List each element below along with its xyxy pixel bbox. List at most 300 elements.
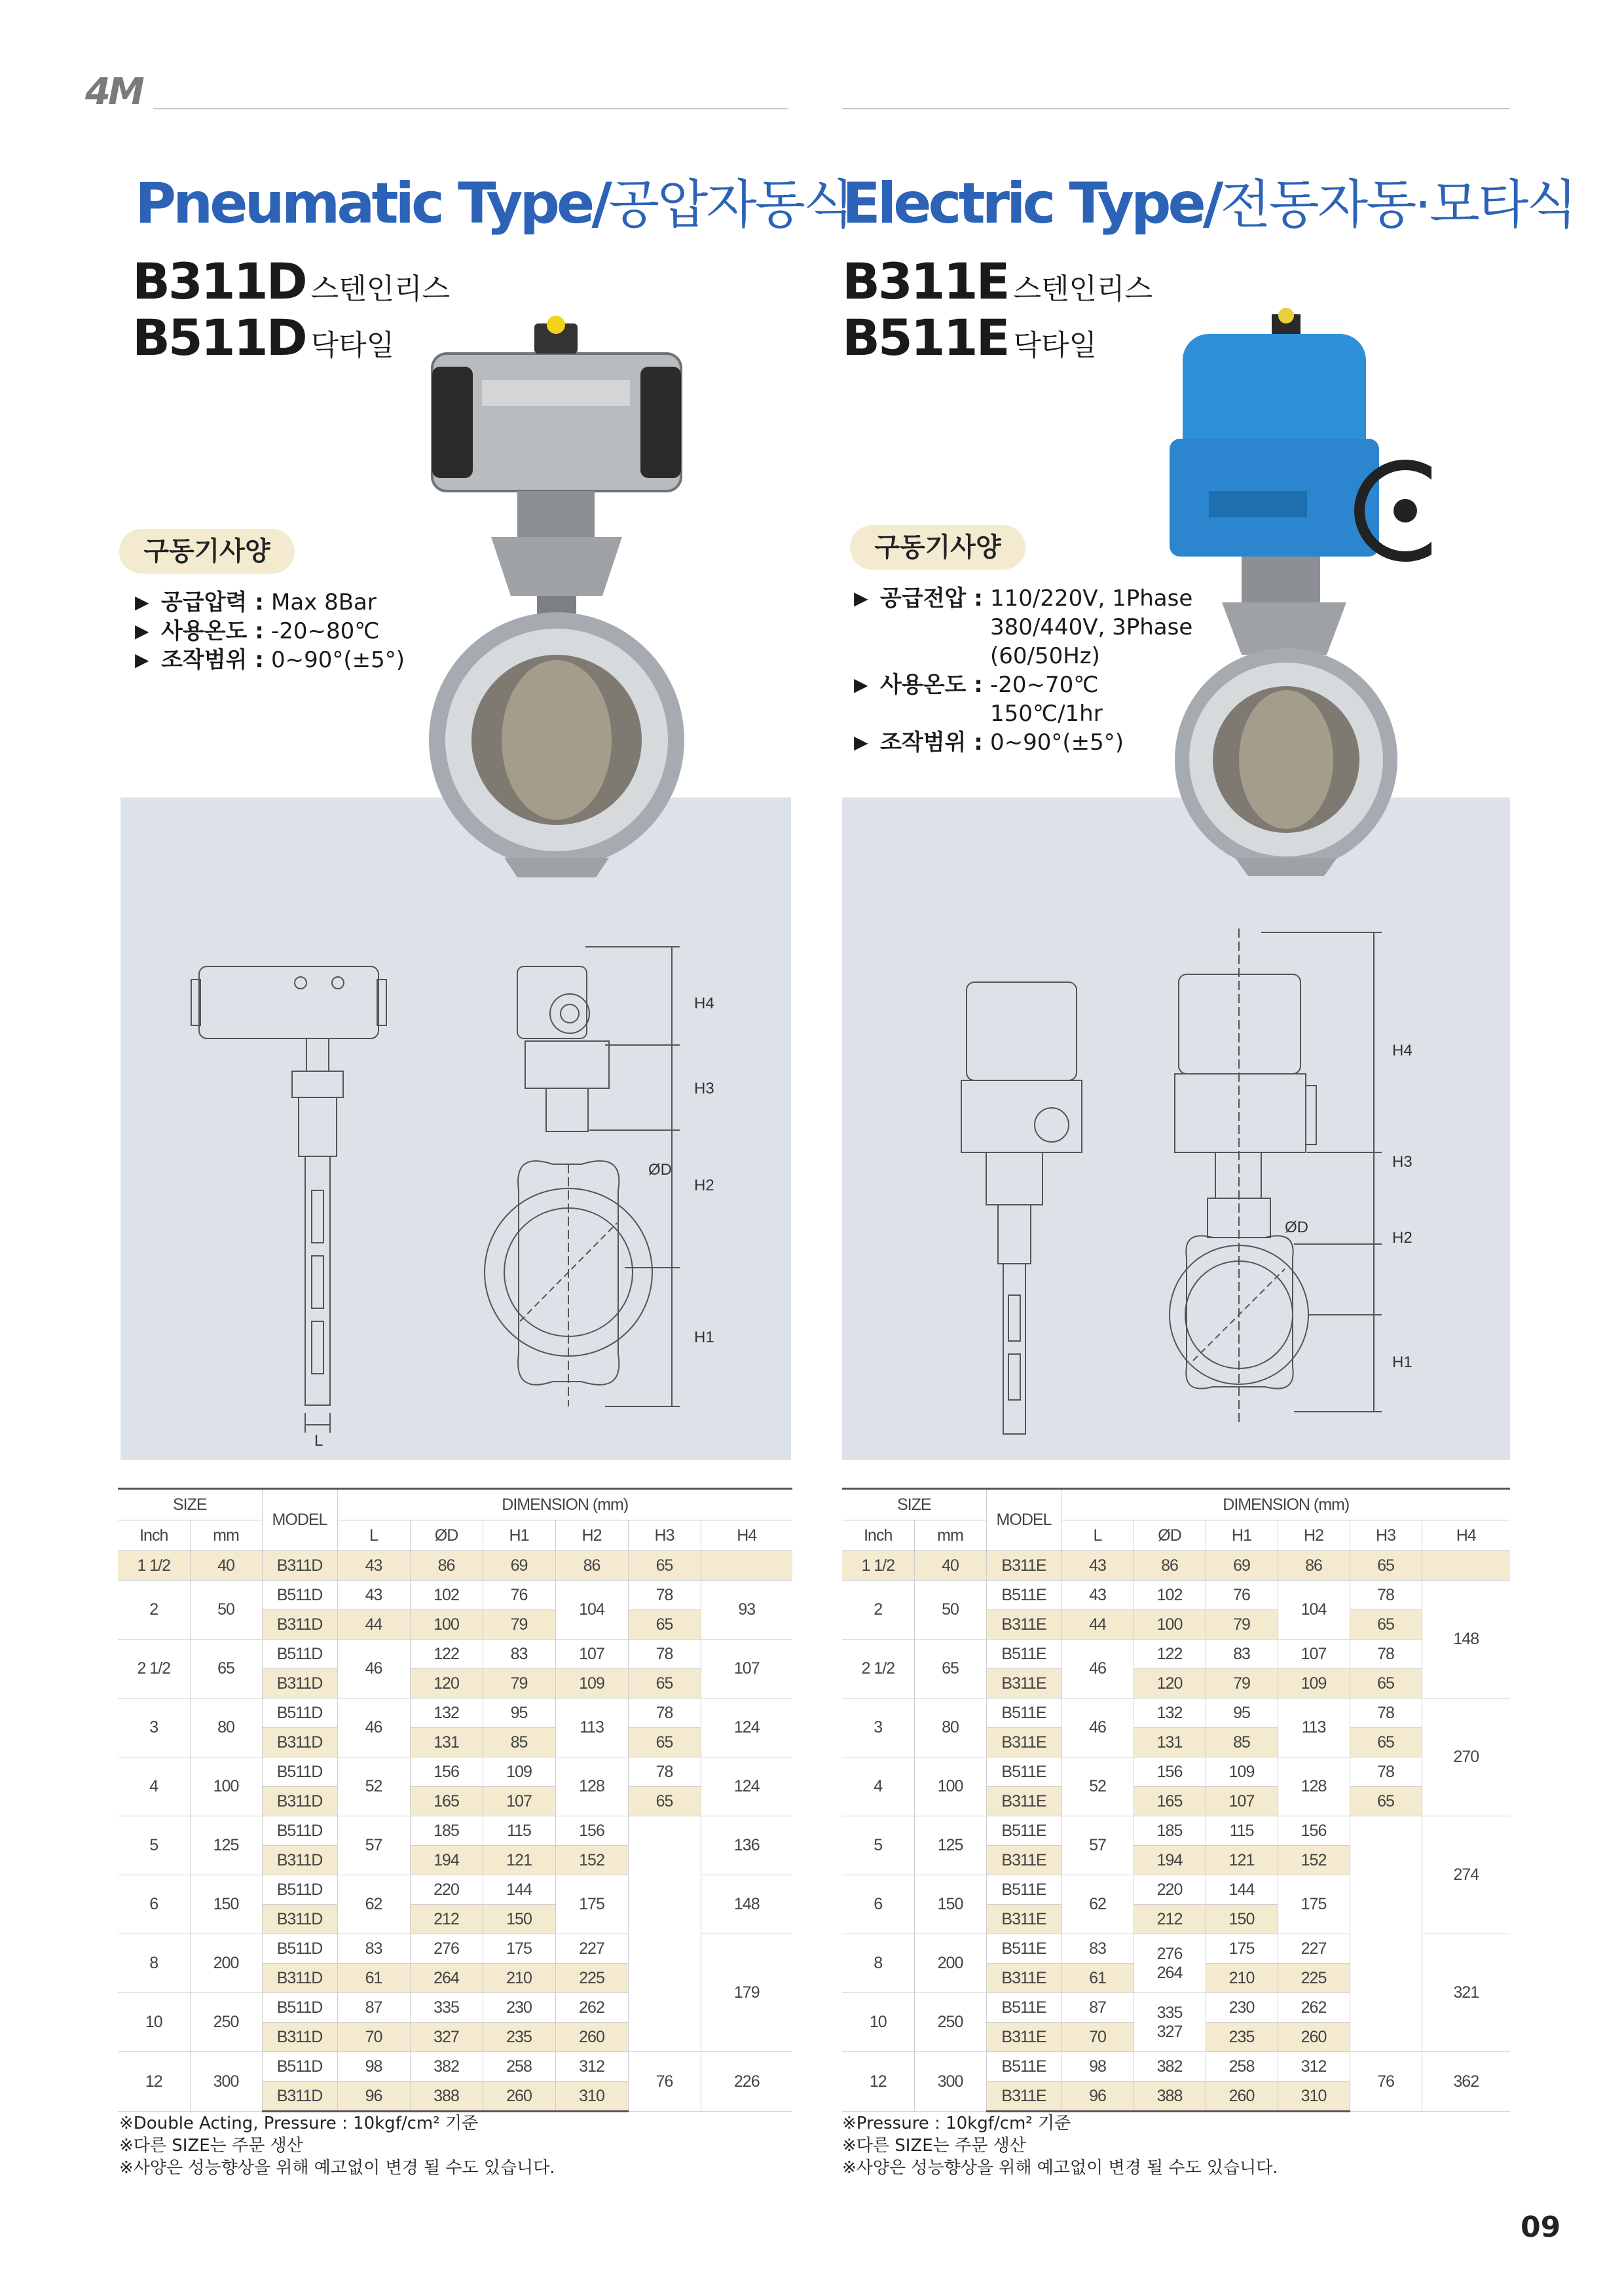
table-cell: 76: [1206, 1581, 1278, 1610]
table-cell: B311D: [262, 2082, 337, 2112]
table-cell: 120: [1134, 1669, 1206, 1698]
label-od: ØD: [648, 1161, 672, 1179]
electric-title-en: Electric Type/: [842, 171, 1221, 236]
table-cell: 61: [1061, 1964, 1134, 1993]
pneumatic-title-kr: 공압자동식: [608, 174, 853, 235]
header-h3: H3: [1350, 1520, 1422, 1551]
table-cell: 230: [483, 1993, 555, 2023]
header-dimension: DIMENSION (mm): [337, 1489, 792, 1520]
table-cell: B311E: [986, 1787, 1061, 1816]
electric-valve-photo: [1156, 301, 1431, 877]
table-cell: 100: [914, 1757, 986, 1816]
table-cell: 83: [1061, 1934, 1134, 1964]
pneumatic-notes: [119, 2112, 555, 2179]
table-cell: 258: [1206, 2052, 1278, 2082]
table-row: [118, 1551, 792, 1581]
electric-diagram-panel: [842, 798, 1510, 1460]
table-cell: 230: [1206, 1993, 1278, 2023]
model-b311e: [842, 252, 1153, 310]
table-cell: 113: [555, 1698, 628, 1757]
table-cell: 102: [410, 1581, 483, 1610]
table-cell: 46: [337, 1698, 410, 1757]
table-cell: 210: [1206, 1964, 1278, 1993]
table-cell: 175: [1206, 1934, 1278, 1964]
table-cell: 44: [1061, 1610, 1134, 1640]
spec-value: -20~70℃ 150℃/1hr: [990, 672, 1103, 727]
note-line: ※사양은 성능향상을 위해 예고없이 변경 될 수도 있습니다.: [119, 2158, 555, 2178]
pneumatic-table-body: [118, 1551, 792, 2112]
table-cell: 175: [483, 1934, 555, 1964]
model-b311d: [132, 252, 451, 310]
table-cell: 212: [410, 1905, 483, 1934]
table-cell: 8: [842, 1934, 914, 1993]
table-cell: 107: [555, 1640, 628, 1669]
table-cell: 96: [1061, 2082, 1134, 2112]
header-h2: H2: [1278, 1520, 1350, 1551]
table-cell: 10: [842, 1993, 914, 2052]
table-cell: 109: [1278, 1669, 1350, 1698]
table-cell: 86: [555, 1551, 628, 1581]
electric-title-kr: 전동자동·모타식: [1220, 174, 1576, 235]
label-h1: H1: [694, 1329, 714, 1346]
spec-value: Max 8Bar: [271, 589, 377, 615]
table-cell: 10: [118, 1993, 190, 2052]
label-h4: H4: [694, 995, 714, 1012]
header-h3: H3: [628, 1520, 701, 1551]
spec-value: 0~90°(±5°): [271, 647, 405, 673]
spec-value: -20~80℃: [271, 618, 380, 644]
table-cell: 156: [410, 1757, 483, 1787]
table-cell: 12: [118, 2052, 190, 2112]
table-cell: 200: [190, 1934, 262, 1993]
table-cell: 150: [483, 1905, 555, 1934]
table-cell: 52: [337, 1757, 410, 1816]
table-cell: 104: [1278, 1581, 1350, 1640]
table-cell: 300: [190, 2052, 262, 2112]
table-cell: 65: [914, 1640, 986, 1698]
label-l: L: [314, 1432, 323, 1450]
table-cell: 212: [1134, 1905, 1206, 1934]
spec-row: [135, 617, 405, 646]
table-cell: 50: [914, 1581, 986, 1640]
table-cell: 125: [190, 1816, 262, 1875]
table-cell: 250: [914, 1993, 986, 2052]
table-cell: 79: [1206, 1610, 1278, 1640]
header-model: MODEL: [262, 1489, 337, 1551]
label-od: ØD: [1285, 1219, 1308, 1236]
table-cell: 124: [701, 1698, 792, 1757]
table-row: [842, 1816, 1510, 1846]
table-cell: 104: [555, 1581, 628, 1640]
table-cell: 200: [914, 1934, 986, 1993]
table-row: [118, 2052, 792, 2082]
table-cell: B511D: [262, 1934, 337, 1964]
table-cell: 165: [410, 1787, 483, 1816]
table-cell: 260: [555, 2023, 628, 2052]
spec-row: [854, 584, 1192, 670]
table-cell: 69: [483, 1551, 555, 1581]
table-cell: 150: [1206, 1905, 1278, 1934]
table-cell: 52: [1061, 1757, 1134, 1816]
table-cell: 132: [1134, 1698, 1206, 1728]
table-cell: 62: [337, 1875, 410, 1934]
label-h2: H2: [1392, 1229, 1412, 1247]
table-cell: 98: [337, 2052, 410, 2082]
table-cell: B311D: [262, 1787, 337, 1816]
table-cell: 107: [1206, 1787, 1278, 1816]
table-row: [842, 1551, 1510, 1581]
table-cell: 80: [914, 1698, 986, 1757]
table-cell: 388: [1134, 2082, 1206, 2112]
table-cell: 86: [1278, 1551, 1350, 1581]
table-cell: 93: [701, 1581, 792, 1640]
table-cell: 250: [190, 1993, 262, 2052]
table-cell: 43: [1061, 1581, 1134, 1610]
table-cell: 312: [1278, 2052, 1350, 2082]
table-cell: B311E: [986, 1669, 1061, 1698]
table-cell: 4: [842, 1757, 914, 1816]
table-cell: 128: [555, 1757, 628, 1816]
table-cell: 152: [1278, 1846, 1350, 1875]
table-cell: 156: [555, 1816, 628, 1846]
table-cell: 83: [483, 1640, 555, 1669]
table-cell: [1422, 1551, 1510, 1581]
spec-row: [854, 670, 1192, 728]
table-cell: B511E: [986, 2052, 1061, 2082]
table-cell: 6: [842, 1875, 914, 1934]
table-cell: B311D: [262, 2023, 337, 2052]
table-cell: 120: [410, 1669, 483, 1698]
table-cell: 121: [483, 1846, 555, 1875]
table-cell: B511D: [262, 1993, 337, 2023]
table-cell: 327: [410, 2023, 483, 2052]
table-cell: 80: [190, 1698, 262, 1757]
note-line: ※다른 SIZE는 주문 생산: [842, 2136, 1026, 2156]
table-cell: 95: [483, 1698, 555, 1728]
table-cell: 57: [337, 1816, 410, 1875]
table-cell: 6: [118, 1875, 190, 1934]
table-cell: 70: [337, 2023, 410, 2052]
table-cell: 185: [410, 1816, 483, 1846]
table-cell: 86: [1134, 1551, 1206, 1581]
table-cell: 87: [337, 1993, 410, 2023]
model-material: 스텐인리스: [310, 272, 451, 306]
table-cell: 156: [1134, 1757, 1206, 1787]
note-line: ※사양은 성능향상을 위해 예고없이 변경 될 수도 있습니다.: [842, 2158, 1278, 2178]
header-inch: Inch: [842, 1520, 914, 1551]
table-cell: 79: [483, 1610, 555, 1640]
table-cell: B311E: [986, 1610, 1061, 1640]
table-cell: 78: [1350, 1640, 1422, 1669]
header-h4: H4: [1422, 1520, 1510, 1551]
table-cell: 122: [410, 1640, 483, 1669]
table-cell: 78: [628, 1581, 701, 1610]
table-cell: 78: [628, 1757, 701, 1787]
arrow-right-icon: ▶: [135, 649, 149, 670]
table-cell: B511D: [262, 1698, 337, 1728]
table-cell: 70: [1061, 2023, 1134, 2052]
table-cell: 115: [483, 1816, 555, 1846]
table-cell: 226: [701, 2052, 792, 2112]
table-cell: 1 1/2: [842, 1551, 914, 1581]
table-cell: 65: [1350, 1728, 1422, 1757]
table-cell: 43: [1061, 1551, 1134, 1581]
spec-row: [135, 646, 405, 674]
table-cell: 235: [1206, 2023, 1278, 2052]
table-cell: 65: [1350, 1787, 1422, 1816]
spec-label: 사용온도 :: [880, 672, 983, 698]
header-mm: mm: [914, 1520, 986, 1551]
table-cell: 227: [1278, 1934, 1350, 1964]
table-cell: 335 327: [1134, 1993, 1206, 2052]
model-material: 닥타일: [1013, 329, 1098, 362]
table-cell: 300: [914, 2052, 986, 2112]
table-cell: 210: [483, 1964, 555, 1993]
label-h3: H3: [1392, 1153, 1412, 1171]
table-cell: 264: [410, 1964, 483, 1993]
table-cell: B311D: [262, 1964, 337, 1993]
table-cell: 65: [1350, 1669, 1422, 1698]
table-cell: B511E: [986, 1757, 1061, 1787]
header-dimension: DIMENSION (mm): [1061, 1489, 1510, 1520]
table-cell: 115: [1206, 1816, 1278, 1846]
brand-logo: 4M: [85, 71, 142, 113]
table-cell: 46: [1061, 1698, 1134, 1757]
table-cell: 274: [1422, 1816, 1510, 1934]
pneumatic-spec-heading: 구동기사양: [119, 529, 295, 574]
model-code: B511E: [842, 308, 1008, 367]
table-cell: 258: [483, 2052, 555, 2082]
table-cell: 321: [1422, 1934, 1510, 2052]
table-cell: 78: [628, 1698, 701, 1728]
table-cell: B311E: [986, 1728, 1061, 1757]
model-b511d: [132, 308, 395, 367]
table-cell: 113: [1278, 1698, 1350, 1757]
table-cell: 50: [190, 1581, 262, 1640]
electric-spec-heading: 구동기사양: [850, 525, 1025, 570]
table-cell: 156: [1278, 1816, 1350, 1846]
table-cell: B511D: [262, 1816, 337, 1846]
spec-row: [854, 728, 1192, 757]
electric-spec-list: [854, 584, 1192, 757]
spec-row: [135, 588, 405, 617]
spec-label: 조작범위 :: [880, 729, 983, 756]
table-cell: B511D: [262, 1757, 337, 1787]
table-cell: 382: [410, 2052, 483, 2082]
table-cell: 388: [410, 2082, 483, 2112]
table-cell: 260: [483, 2082, 555, 2112]
table-cell: 2: [118, 1581, 190, 1640]
table-cell: 124: [701, 1757, 792, 1816]
table-cell: B311D: [262, 1669, 337, 1698]
table-row: [118, 1640, 792, 1669]
table-cell: 131: [410, 1728, 483, 1757]
pneumatic-title: [135, 171, 853, 236]
table-cell: 310: [555, 2082, 628, 2112]
header-l: L: [337, 1520, 410, 1551]
table-cell: 148: [701, 1875, 792, 1934]
label-h1: H1: [1392, 1353, 1412, 1371]
table-row: [118, 1757, 792, 1787]
table-cell: 100: [190, 1757, 262, 1816]
electric-drawing: [842, 798, 1510, 1460]
table-cell: B511E: [986, 1640, 1061, 1669]
table-cell: 65: [1350, 1551, 1422, 1581]
spec-label: 조작범위 :: [161, 647, 264, 673]
table-cell: 270: [1422, 1698, 1510, 1816]
table-cell: 78: [1350, 1698, 1422, 1728]
pneumatic-dimension-table: [118, 1488, 792, 2112]
table-cell: 96: [337, 2082, 410, 2112]
table-cell: 79: [483, 1669, 555, 1698]
pneumatic-diagram-panel: [120, 798, 791, 1460]
table-cell: 312: [555, 2052, 628, 2082]
spec-value: 0~90°(±5°): [990, 729, 1124, 756]
table-cell: 362: [1422, 2052, 1510, 2112]
table-cell: 44: [337, 1610, 410, 1640]
table-cell: 76: [1350, 2052, 1422, 2112]
table-cell: 136: [701, 1816, 792, 1875]
electric-column: [842, 0, 1576, 2295]
table-cell: 276: [410, 1934, 483, 1964]
table-cell: 76: [628, 2052, 701, 2112]
model-code: B511D: [132, 308, 306, 367]
note-line: ※Double Acting, Pressure : 10kgf/cm² 기준: [119, 2114, 479, 2133]
table-cell: 132: [410, 1698, 483, 1728]
table-cell: B511E: [986, 1698, 1061, 1728]
table-cell: 165: [1134, 1787, 1206, 1816]
electric-title: [842, 171, 1576, 236]
table-cell: B511E: [986, 1934, 1061, 1964]
table-row: [842, 1581, 1510, 1610]
table-cell: 65: [628, 1728, 701, 1757]
table-cell: B311E: [986, 1964, 1061, 1993]
table-cell: 69: [1206, 1551, 1278, 1581]
label-h2: H2: [694, 1177, 714, 1194]
table-cell: 65: [628, 1551, 701, 1581]
table-cell: 144: [1206, 1875, 1278, 1905]
table-cell: 100: [410, 1610, 483, 1640]
pneumatic-valve-photo: [419, 308, 701, 877]
table-cell: 98: [1061, 2052, 1134, 2082]
table-cell: 78: [628, 1640, 701, 1669]
table-cell: 260: [1278, 2023, 1350, 2052]
table-cell: 125: [914, 1816, 986, 1875]
table-cell: 185: [1134, 1816, 1206, 1846]
table-cell: 62: [1061, 1875, 1134, 1934]
header-size: SIZE: [842, 1489, 986, 1520]
table-cell: 87: [1061, 1993, 1134, 2023]
pneumatic-drawing: [120, 798, 791, 1460]
table-cell: B311E: [986, 2082, 1061, 2112]
spec-value: 110/220V, 1Phase 380/440V, 3Phase (60/50Hz): [990, 585, 1193, 669]
table-cell: B311E: [986, 1551, 1061, 1581]
table-cell: 95: [1206, 1698, 1278, 1728]
table-cell: 121: [1206, 1846, 1278, 1875]
table-cell: B311D: [262, 1846, 337, 1875]
table-cell: 65: [628, 1787, 701, 1816]
header-h4: H4: [701, 1520, 792, 1551]
table-cell: 227: [555, 1934, 628, 1964]
table-cell: 194: [410, 1846, 483, 1875]
note-line: ※다른 SIZE는 주문 생산: [119, 2136, 303, 2156]
table-cell: B311E: [986, 1905, 1061, 1934]
table-cell: 107: [701, 1640, 792, 1698]
electric-dimension-table: [842, 1488, 1510, 2112]
table-row: [842, 1640, 1510, 1669]
note-line: ※Pressure : 10kgf/cm² 기준: [842, 2114, 1071, 2133]
table-cell: 4: [118, 1757, 190, 1816]
table-cell: [1350, 1816, 1422, 2052]
table-cell: 85: [1206, 1728, 1278, 1757]
table-cell: 86: [410, 1551, 483, 1581]
table-cell: 40: [190, 1551, 262, 1581]
table-cell: 3: [118, 1698, 190, 1757]
electric-notes: [842, 2112, 1278, 2179]
header-model: MODEL: [986, 1489, 1061, 1551]
table-cell: 76: [483, 1581, 555, 1610]
table-cell: 85: [483, 1728, 555, 1757]
table-cell: B311E: [986, 1846, 1061, 1875]
table-cell: B511D: [262, 1581, 337, 1610]
header-od: ØD: [410, 1520, 483, 1551]
table-cell: 2: [842, 1581, 914, 1640]
table-cell: 61: [337, 1964, 410, 1993]
table-cell: B511D: [262, 1640, 337, 1669]
table-cell: 382: [1134, 2052, 1206, 2082]
table-cell: 40: [914, 1551, 986, 1581]
header-h1: H1: [483, 1520, 555, 1551]
table-cell: 78: [1350, 1757, 1422, 1787]
label-h4: H4: [1392, 1042, 1412, 1059]
arrow-right-icon: ▶: [854, 731, 868, 753]
header-size: SIZE: [118, 1489, 262, 1520]
table-row: [118, 1816, 792, 1846]
table-cell: 65: [628, 1669, 701, 1698]
table-cell: B311E: [986, 2023, 1061, 2052]
table-cell: 235: [483, 2023, 555, 2052]
table-cell: 152: [555, 1846, 628, 1875]
table-cell: 12: [842, 2052, 914, 2112]
table-cell: 1 1/2: [118, 1551, 190, 1581]
arrow-right-icon: ▶: [135, 620, 149, 642]
table-cell: 8: [118, 1934, 190, 1993]
table-cell: 46: [1061, 1640, 1134, 1698]
table-row: [118, 1698, 792, 1728]
table-cell: B511E: [986, 1816, 1061, 1846]
table-cell: 276 264: [1134, 1934, 1206, 1993]
table-cell: 2 1/2: [842, 1640, 914, 1698]
header-h2: H2: [555, 1520, 628, 1551]
table-cell: 43: [337, 1551, 410, 1581]
header-mm: mm: [190, 1520, 262, 1551]
page-number: 09: [1521, 2211, 1561, 2244]
table-cell: 131: [1134, 1728, 1206, 1757]
table-row: [842, 2052, 1510, 2082]
model-code: B311E: [842, 252, 1008, 310]
table-cell: 175: [555, 1875, 628, 1934]
table-cell: B511E: [986, 1993, 1061, 2023]
model-material: 스텐인리스: [1013, 272, 1153, 306]
electric-table-body: [842, 1551, 1510, 2112]
table-cell: 107: [483, 1787, 555, 1816]
table-row: [842, 1698, 1510, 1728]
model-b511e: [842, 308, 1098, 367]
header-h1: H1: [1206, 1520, 1278, 1551]
table-cell: B311D: [262, 1728, 337, 1757]
table-cell: 220: [1134, 1875, 1206, 1905]
table-cell: 5: [118, 1816, 190, 1875]
